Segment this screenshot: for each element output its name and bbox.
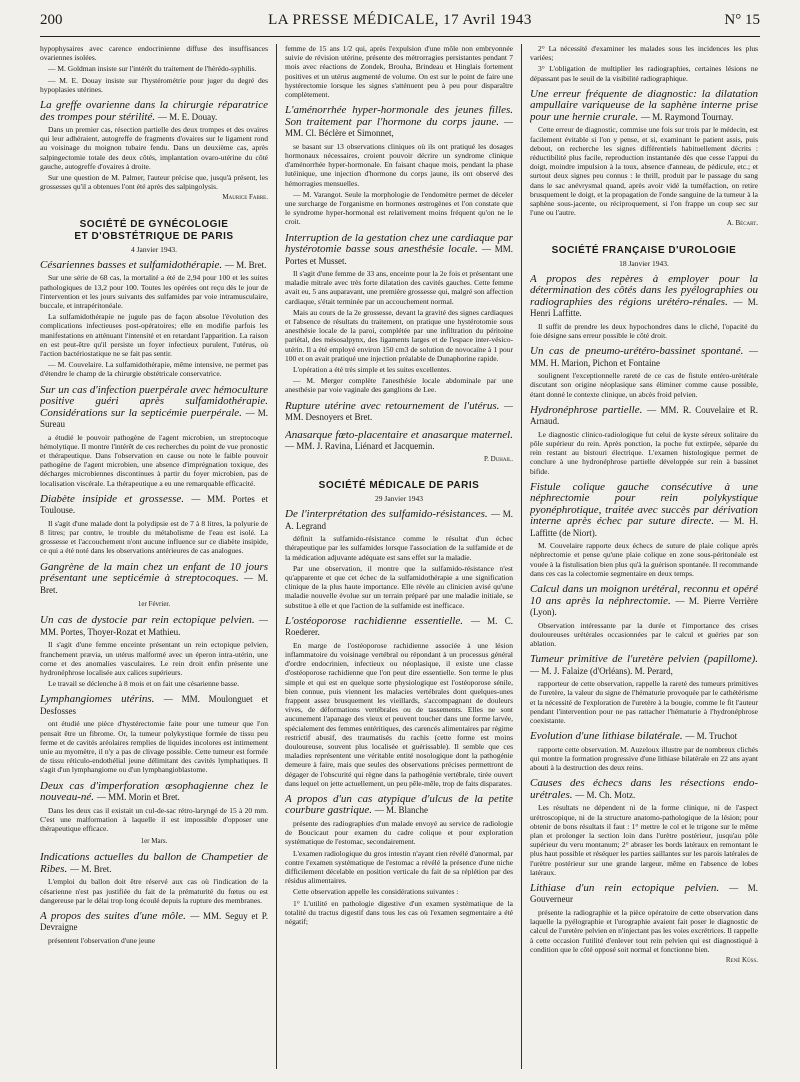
article-heading: Anasarque fœto-placentaire et anasarque maternel. — MM. J. Ravina, Liénard et Jacquemin. xyxy=(285,428,513,452)
article-heading: Diabète insipide et grossesse. — MM. Portes et Toulouse. xyxy=(40,492,268,516)
paragraph: soulignent l'exceptionnelle rareté de ce cas de fistule entéro-urétérale discutant son origine néoplasique sans éliminer comme cause possible, étant donné le contexte clinique, un abcès froid pelvien. xyxy=(530,371,758,399)
paragraph: rapporte cette observation. M. Auzeloux illustre par de nombreux clichés qui montre la formation progressive d'une lithiase bilatérale en 22 ans ayant abouti à la destruction des deux reins. xyxy=(530,744,758,773)
article-heading: Interruption de la gestation chez une cardiaque par hystérotomie basse sous anesthésie locale. — MM. Portes et Musset. xyxy=(285,231,513,266)
paragraph: — M. Merger complète l'anesthésie locale abdominale par une anesthésie par voie vaginale des ganglions de Lee. xyxy=(285,376,513,395)
article-heading: Rupture utérine avec retournement de l'utérus. — MM. Desnoyers et Bret. xyxy=(285,399,513,423)
paragraph: Dans un premier cas, résection partielle des deux trompes et des ovaires qui leur adhéraient, autogreffe de fragments d'ovaires sur le ligament rond au voisinage du moignon tubaire fendu. Dans un deuxième cas, après salpingectomie totale des deux côtés, implantation ovaro-utérine du côté gauche, autogreffe d'ovaires à droite. xyxy=(40,125,268,171)
page-header xyxy=(40,12,760,37)
paragraph: rapporteur de cette observation, rappelle la rareté des tumeurs primitives de l'uretère, la valeur du signe de l'hématurie provoquée par le cathétérisme et la nécessité de l'exploration de l'uretère à la bougie, comme le fit l'auteur pendant l'intervention pour ne pas rattacher l'hématurie à l'hydronéphrose coexistante. xyxy=(530,679,758,726)
article-heading: Gangrène de la main chez un enfant de 10 jours présentant une septicémie à streptocoques. — M. Bret. xyxy=(40,560,268,595)
society-heading: SOCIÉTÉ FRANÇAISE D'UROLOGIE xyxy=(551,244,737,256)
article-heading: Fistule colique gauche consécutive à une néphrectomie pour rein polykystique pyonéphrotique, traitée avec succès par dérivation interne après échec par suture directe. — M. H. Laffitte (de Niort). xyxy=(530,480,758,538)
paragraph: Par une observation, il montre que la sulfamido-résistance n'est qu'apparente et que cet échec de la sulfamidothérapie a une signification clinique de la plus haute importance. Elle révèle au clinicien avisé qu'une maladie nouvelle évolue sur un terrain préparé par une maladie initiale, se substitue à elle et que l'action de la sulfamide est inefficace. xyxy=(285,563,513,610)
paragraph: En marge de l'ostéoporose rachidienne associée à une lésion inflammatoire du voisinage vertébral ou répondant à un processus général d'ordre endocrinien, infectieux ou néoplasique, il existe une classe d'ostéoporose rachidienne que l'on peut dire essentielle. Son terme le plus simple et qui est en quelque sorte physiologique est l'ostéoporose sénile, bien connue, puis viennent les malacies vertébrales dont quelques-unes frappent assez brusquement les vieillards, s'accompagnant de douleurs vives, de déformations vertébrales ou de tassements. Elles ne sont aucunement l'apanage des vieux et peuvent toucher dans une forme larvée, spécialement des femmes entéritiques, des carencés alimentaires par régime restrictif abusif, des traumatisés du rachis (cette forme est moins douloureuse, souvent plus localisée et guérissable). Il semble que ces maladies représentent une véritable entité nosologique dont la pathogénie demeure à faire, mais que seules des observations précises permettront de dégager de l'obscurité qui règne dans la pathogénie vertébrale, tirée ouvert dans lequel on jette actuellement, un peu pêle-mêle, trop de faits disparates. xyxy=(285,640,513,788)
paragraph: L'examen radiologique du gros intestin n'ayant rien révélé d'anormal, par contre l'examen systématique de l'estomac a révélé la présence d'une niche difficilement décelable en position verticale du fait de sa réplétion par des résidus alimentaires. xyxy=(285,848,513,886)
session-date: 18 Janvier 1943. xyxy=(619,258,669,268)
article-heading: Une erreur fréquente de diagnostic: la dilatation ampullaire variqueuse de la saphène interne prise pour une hernie crurale. — M. Raymond Tournay. xyxy=(530,87,758,123)
paragraph: L'opération a été très simple et les suites excellentes. xyxy=(293,365,452,375)
paragraph: M. Couvelaire rapporte deux échecs de suture de plaie colique après néphrectomie et pense qu'une plaie colique en zone sous-péritonéale est vouée à la fistulisation bien plus qu'à la guérison spontanée. Il recommande dans ces cas la colectomie segmentaire en deux temps. xyxy=(530,541,758,578)
paragraph: présentent l'observation d'une jeune xyxy=(48,935,156,945)
signature: René Küss. xyxy=(725,955,758,964)
article-heading: De l'interprétation des sulfamido-résistances. — M. A. Legrand xyxy=(285,508,513,531)
paragraph: Cette erreur de diagnostic, commise une fois sur trois par le médecin, est facilement évitable si l'on y pense, et si, examinant le patient assis, puis debout, on recherche les signes différentiels habituellement décrits : réductibilité plus facile, reproduction instantanée dès que cesse l'appui du doigt, moindre impulsion à la toux, absence d'anneau, de pédicule, etc.; et surtout deux signes peu connus : le thrill, produit par le passage du sang dans le sac anévrysmal quand, après avoir vidé la tuméfaction, on retire brusquement le doigt, et la propagation de l'onde sanguine de la tumeur à la saphène sous-jacente, ou réciproquement, si l'on frappe un coup sec sur l'une ou l'autre. xyxy=(530,125,758,218)
column-2 xyxy=(285,44,513,1074)
society-heading: SOCIÉTÉ MÉDICALE DE PARIS xyxy=(318,479,480,491)
paragraph: 2° La nécessité d'examiner les malades sous les incidences les plus variées; xyxy=(530,44,758,63)
article-heading: L'ostéoporose rachidienne essentielle. — M. C. Roederer. xyxy=(285,614,513,638)
column-3 xyxy=(530,44,758,1074)
paragraph: — M. Goldman insiste sur l'intérêt du traitement de l'hérédo-syphilis. xyxy=(48,64,257,74)
article-heading: Lymphangiomes utérins. — MM. Moulonguet et Desfosses xyxy=(40,693,268,716)
article-heading: Sur un cas d'infection puerpérale avec hémoculture positive guéri après sulfamidothérapie. Considérations sur la septicémie puerpérale. — M. Sureau xyxy=(40,383,268,430)
page-number: 200 xyxy=(40,12,63,28)
paragraph: Les résultats ne dépendent ni de la forme clinique, ni de l'aspect urétroscopique, ni de la structure anatomo-pathologique de la lésion; pour obtenir de bons résultats il faut : 1° mettre le col et le trigone sur le même plan et prolonger la section loin dans l'urètre postérieur, jusqu'au pôle supérieur du veru montanum; 2° abraser les bords latéraux en remontant le plus haut possible et réséquer les parties saillantes sur les parois latérales de l'urètre postérieur sur une grande largeur, même en l'absence de lobes latéraux. xyxy=(530,803,758,877)
paragraph: a étudié le pouvoir pathogène de l'agent microbien, un streptocoque hémolytique. Il montre l'intérêt de ces recherches du point de vue pronostic et thérapeutique. Dans l'observation en cause ou note le faible pouvoir pathogène de l'agent microbien, une absence d'imprégnation toxique, des décharges microbiennes discontinues à partir du foyer microbien, pas de localisation viscérale. La thérapeutique a eu une remarquable efficacité. xyxy=(40,432,268,488)
paragraph: Mais au cours de la 2e grossesse, devant la gravité des signes cardiaques et l'absence de résultats du traitement, on pratique une hystérotomie sous anesthésie locale de la paroi, complétée par une infiltration du péritoine pariétal, des mésosalpynx, des ligaments larges et de l'espace inter-vésico-utérin. Il a été employé environ 150 cm3 de solution de novocaïne à 1 pour 100 et on avait pratiqué une injection préalable de Dunaphorine rapide. xyxy=(285,307,513,363)
article-heading: Calcul dans un moignon urétéral, reconnu et opéré 10 ans après la néphrectomie. — M. Pierre Verrière (Lyon). xyxy=(530,583,758,618)
signature: Maurice Fabre. xyxy=(222,193,268,202)
paragraph: Cette observation appelle les considérations suivantes : xyxy=(293,887,459,897)
column-divider xyxy=(521,44,522,1069)
column-divider xyxy=(276,44,277,1069)
paragraph: Dans les deux cas il existait un cul-de-sac rétro-laryngé de 15 à 20 mm. C'est une malformation à laquelle il est impossible d'opposer une thérapeutique efficace. xyxy=(40,805,268,833)
journal-title: LA PRESSE MÉDICALE, 17 Avril 1943 xyxy=(268,12,532,28)
article-heading: L'aménorrhée hyper-hormonale des jeunes filles. Son traitement par l'hormone du corps jaune. — MM. Cl. Béclère et Simonnet, xyxy=(285,104,513,139)
session-date: 4 Janvier 1943. xyxy=(130,244,178,254)
paragraph: ont étudié une pièce d'hystérectomie faite pour une tumeur que l'on pensait être un fibrome. Or, la tumeur polykystique formée de tissu peu ferme et de cavités aréolaires remplies de liquides incolores est intimement unie au myomètre, il n'y a pas de clivage possible. Cette tumeur est formée de tissu réticulo-endothélial jeune délimitant des cavités lymphatiques. Il s'agit d'un lymphangiome ou d'un lymphangioblastome. xyxy=(40,719,268,775)
paragraph: présente la radiographie et la pièce opératoire de cette observation dans laquelle la pyélographie et l'urographie avaient fait poser le diagnostic de calcul de l'uretère pelvien en n'injectant pas les voies excrétrices. Il rappelle à cette occasion l'utilité d'enlever tout rein pelvien qui est diagnostiqué à condition que le côté opposé soit normal et fonctionne bien. xyxy=(530,907,758,954)
article-heading: Un cas de dystocie par rein ectopique pelvien. — MM. Portes, Thoyer-Rozat et Mathieu. xyxy=(40,614,268,637)
paragraph: — M. E. Douay insiste sur l'hystérométrie pour juger du degré des hypoplasies utérines. xyxy=(40,75,268,94)
session-date: 1er Février. xyxy=(137,600,171,609)
article-heading: Tumeur primitive de l'uretère pelvien (papillome). — M. J. Falaize (d'Orléans). M. Perard, xyxy=(530,653,758,676)
paragraph: Il s'agit d'une femme enceinte présentant un rein ectopique pelvien, franchement prævia, un utérus malformé avec un éperon intra-utérin, une corne et des anomalies vasculaires. Le rein droit enfin présente une hydronéphrose localisée aux calices supérieurs. xyxy=(40,640,268,677)
article-heading: Causes des échecs dans les résections endo-urétrales. — M. Ch. Motz. xyxy=(530,777,758,801)
paragraph: — M. Varangot. Seule la morphologie de l'endomètre permet de déceler une surcharge de l'organisme en hormones œstrogènes et l'on constate que le syndrome hyper-hormonal est relativement moins fréquent qu'on ne le croit. xyxy=(285,189,513,227)
paragraph: présente des radiographies d'un malade envoyé au service de radiologie de Boucicaut pour examen du cadre colique et pour exploration systématique de l'estomac, secondairement. xyxy=(285,818,513,847)
signature: P. Duhail. xyxy=(484,454,513,463)
session-date: 1er Mars. xyxy=(140,837,168,846)
article-heading: A propos d'un cas atypique d'ulcus de la petite courbure gastrique. — M. Blanche xyxy=(285,792,513,817)
paragraph: Il s'agit d'une femme de 33 ans, enceinte pour la 2e fois et présentant une maladie mitrale avec très forte dilatation des cavités gauches. Cette femme avait eu, 5 ans auparavant, une première grossesse qui, malgré son affection cardiaque, s'était terminée par un accouchement normal. xyxy=(285,269,513,306)
paragraph: hypophysaires avec carence endocrinienne diffuse des insuffisances ovariennes isolées. xyxy=(40,44,268,63)
paragraph: femme de 15 ans 1/2 qui, après l'expulsion d'une môle non embryonnée suivie de révision utérine, présente des métrorragies persistantes pendant 7 mois avec réactions de Zondek, Brouha, Brindeau et Hinglais fortement positives et un utérus augmenté de volume. On est sur le point de faire une hystérectomie lorsque les signes s'atténuent peu à peu pour disparaître complètement. xyxy=(285,44,513,100)
article-heading: La greffe ovarienne dans la chirurgie réparatrice des trompes pour stérilité. — M. E. Douay. xyxy=(40,99,268,123)
article-heading: A propos des suites d'une môle. — MM. Seguy et P. Devraigne xyxy=(40,909,268,933)
signature: A. Bécart. xyxy=(726,219,758,228)
paragraph: Le diagnostic clinico-radiologique fut celui de kyste séreux solitaire du pôle supérieur du rein. Après ponction, la poche fut extirpée, séparée du rein restant au bistouri électrique. L'examen histologique permet de conclure à une hydronéphrose partielle développée sur rein à bassinet bifide. xyxy=(530,429,758,476)
article-heading: Césariennes basses et sulfamidothérapie. — M. Bret. xyxy=(40,258,267,271)
article-heading: Lithiase d'un rein ectopique pelvien. — M. Gouverneur xyxy=(530,881,758,905)
article-heading: Evolution d'une lithiase bilatérale. — M. Truchot xyxy=(530,730,738,743)
paragraph: se basant sur 13 observations cliniques où ils ont pratiqué les dosages hormonaux nécessaires, croient pouvoir décrire un syndrome clinique d'aménorrhée hyper-hormonale. En faisant chaque mois, pendant la phase lutéinique, une injection d'hormone du corps jaune, ils ont observé des hémorragies mensuelles. xyxy=(285,141,513,188)
paragraph: Observation intéressante par la durée et l'importance des crises douloureuses urétérales occasionnées par le calcul et guéries par son ablation. xyxy=(530,620,758,648)
article-heading: A propos des repères à employer pour la détermination des côtés dans les pyélographies ou radiographies des régions urétéro-rénales. — M. Henri Laffitte. xyxy=(530,272,758,319)
paragraph: Sur une série de 68 cas, la mortalité a été de 2,94 pour 100 et les suites pathologiques de 13,2 pour 100. Toutes les opérées ont reçu dès le jour de l'intervention et les jours suivants des sulfamides par voie intramusculaire, buccale, et intrapéritonéale. xyxy=(40,273,268,310)
session-date: 29 Janvier 1943 xyxy=(375,493,423,503)
society-heading: SOCIÉTÉ DE GYNÉCOLOGIE ET D'OBSTÉTRIQUE DE PARIS xyxy=(74,218,234,242)
article-heading: Un cas de pneumo-urétéro-bassinet spontané. — MM. H. Marion, Pichon et Fontaine xyxy=(530,345,758,368)
paragraph: L'emploi du ballon doit être réservé aux cas où l'indication de la césarienne n'est pas justifiée du fait de la prématurité du fœtus ou est dangereuse par le délai trop long écoulé depuis la rupture des membranes. xyxy=(40,877,268,905)
paragraph: définit la sulfamido-résistance comme le résultat d'un échec thérapeutique par les sulfamides lorsque l'association de la sulfamide et de la médication adjuvante adéquate est sans effet sur la maladie. xyxy=(285,534,513,562)
paragraph: Le travail se déclenche à 8 mois et on fait une césarienne basse. xyxy=(48,679,239,689)
paragraph: La sulfamidothérapie ne jugule pas de façon absolue l'évolution des complications infectieuses post-opératoires; elle en modifie parfois les manifestations en atténuant l'intensité et en retardant l'apparition. La raison en est peut-être qu'il persiste un foyer infectieux purulent, l'utérus, où l'action bactériostatique ne se fait pas sentir. xyxy=(40,312,268,358)
article-heading: Indications actuelles du ballon de Champetier de Ribes. — M. Bret. xyxy=(40,851,268,875)
article-heading: Deux cas d'imperforation œsophagienne chez le nouveau-né. — MM. Morin et Bret. xyxy=(40,779,268,804)
column-1 xyxy=(40,44,268,1074)
paragraph: 1° L'utilité en pathologie digestive d'un examen systématique de la totalité du tractus digestif dans tous les cas où l'examen segmentaire a été négatif; xyxy=(285,898,513,926)
article-heading: Hydronéphrose partielle. — MM. R. Couvelaire et R. Arnaud. xyxy=(530,403,758,427)
paragraph: Il suffit de prendre les deux hypochondres dans le cliché, l'opacité du foie désigne sans erreur possible le côté droit. xyxy=(530,321,758,340)
paragraph: Sur une question de M. Palmer, l'auteur précise que, jusqu'à présent, les grossesses qu'il a obtenues l'ont été après des salpingolysis. xyxy=(40,173,268,192)
issue-number: N° 15 xyxy=(724,12,760,28)
paragraph: Il s'agit d'une malade dont la polydipsie est de 7 à 8 litres, la polyurie de 8 litres; par contre, le trouble du métabolisme de l'eau est isolé. La grossesse et l'accouchement n'ont aucune influence sur ce diabète insipide, ce qui a été noté dans les observations antérieures de cas analogues. xyxy=(40,518,268,556)
paragraph: 3° L'obligation de multiplier les radiographies, certaines lésions ne dépassant pas le seuil de la visibilité radiographique. xyxy=(530,64,758,83)
paragraph: — M. Couvelaire. La sulfamidothérapie, même intensive, ne permet pas d'étendre le champ de la chirurgie obstétricale conservatrice. xyxy=(40,360,268,379)
